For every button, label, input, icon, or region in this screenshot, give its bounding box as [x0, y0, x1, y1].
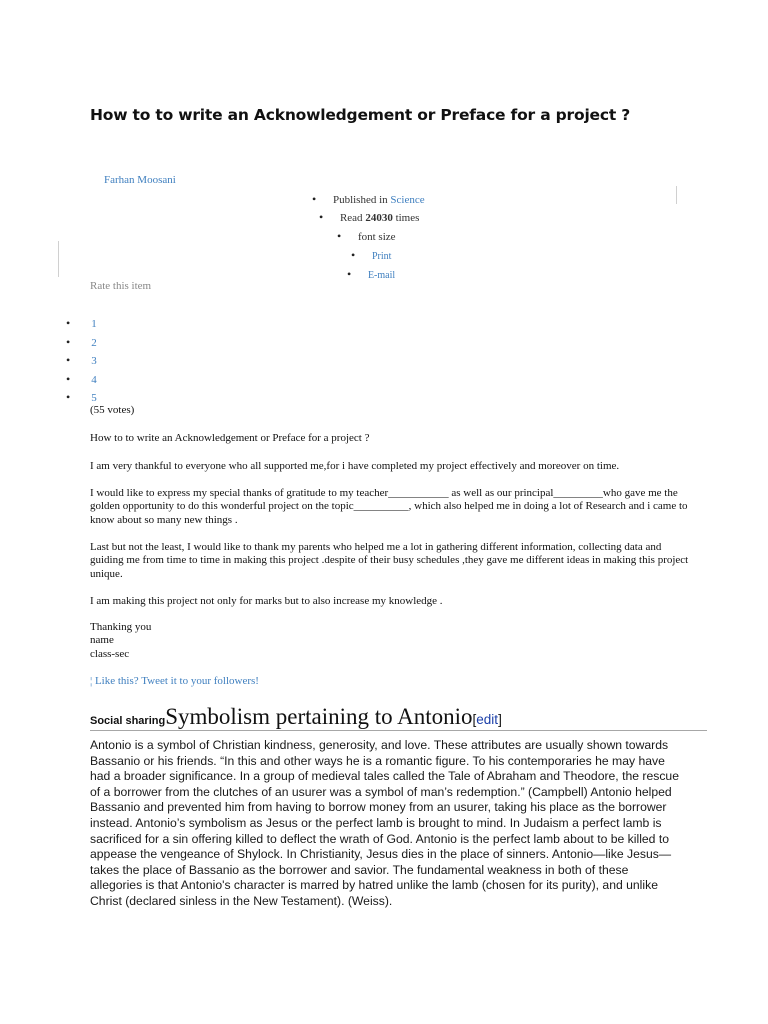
bullet-icon: • [66, 353, 71, 367]
votes-count: (55 votes) [90, 404, 135, 416]
meta-print [351, 248, 391, 263]
section-title: Symbolism pertaining to Antonio [165, 704, 473, 729]
bullet-icon: • [66, 390, 71, 404]
meta-font-size [337, 229, 396, 244]
divider-right [676, 186, 677, 204]
social-sharing-label[interactable]: Social sharing [90, 715, 166, 727]
font-size-control[interactable]: font size [357, 231, 396, 243]
author-link[interactable]: Farhan Moosani [104, 174, 176, 186]
page-title: How to to write an Acknowledgement or Preface for a project ? [90, 106, 631, 124]
tweet-share[interactable] [90, 675, 259, 687]
body-paragraph: I am very thankful to everyone who all supported me,for i have completed my project effectively and moreover on time. [90, 460, 620, 472]
body-paragraph: I would like to express my special thanks of gratitude to my teacher___________ as well as our principal_________who gave me the golden opportunity to do this wonderful project on the topic__________, which also helped me in doing a lot of Research and i came to know about so many new things . [90, 487, 688, 526]
body-paragraph: Last but not the least, I would like to thank my parents who helped me a lot in gathering different information, collecting data and guiding me from time to time in making this project .despite of their busy schedules ,they gave me different ideas in making this project unique. [90, 541, 689, 580]
rating-item-3[interactable] [66, 351, 97, 369]
rating-item-2[interactable] [66, 333, 97, 351]
bullet-icon: • [351, 248, 356, 262]
closing-line: Thanking you [90, 621, 152, 633]
edit-bracket-close: ] [498, 712, 502, 727]
edit-link[interactable]: edit [476, 712, 499, 727]
tweet-link[interactable]: Like this? Tweet it to your followers! [94, 675, 259, 687]
edit-bracket-open: [ [472, 712, 477, 727]
bullet-icon: • [312, 192, 317, 206]
rating-link[interactable]: 2 [91, 337, 97, 349]
read-suffix: times [395, 212, 420, 224]
rating-item-4[interactable] [66, 370, 97, 388]
body-paragraph: I am making this project not only for marks but to also increase my knowledge . [90, 595, 443, 607]
closing-line: name [90, 634, 114, 647]
closing-line: class-sec [90, 647, 130, 660]
divider-left [58, 241, 59, 277]
meta-read-count [319, 210, 419, 225]
section-body: Antonio is a symbol of Christian kindness, generosity, and love. These attributes are usually shown towards Bassanio or his friends. “In this and other ways he is a romantic figure. To his contemporaries he may have had a broader significance. In a group of medieval tales called the Tale of Abraham and Theodore, the rescue of a borrower from the clutches of an usurer was a symbol of man’s redemption.” (Campbell) Antonio helped Bassanio and prevented him from having to borrow money from an usurer, taking his place as the borrower instead. Antonio’s symbolism as Jesus or the perfect lamb is brought to mind. In Judaism a perfect lamb is sacrificed for a sin offering killed to deflect the wrath of God. Antonio is the perfect lamb about to be killed to appease the vengeance of Shylock. In Christianity, Jesus dies in the place of sinners. Antonio—like Jesus—takes the place of Bassanio as the borrower and savior. The fundamental weakness in both of these allegories is that Antonio's character is marred by hatred unlike the lamb (chosen for its purity), and unlike Christ (declared sinless in the New Testament). (Weiss). [90, 738, 679, 908]
bullet-icon: • [347, 267, 352, 281]
closing-block [90, 621, 151, 661]
category-link[interactable]: Science [390, 194, 425, 206]
print-link[interactable]: Print [371, 251, 392, 262]
section-heading [90, 704, 707, 731]
meta-email [347, 267, 395, 282]
email-link[interactable]: E-mail [367, 270, 396, 281]
bullet-icon: • [319, 210, 324, 224]
rating-item-1[interactable] [66, 314, 97, 332]
bullet-icon: • [66, 335, 71, 349]
rating-link[interactable]: 4 [91, 374, 97, 386]
tweet-marker-icon: ¦ [90, 675, 93, 687]
rate-label: Rate this item [90, 280, 152, 292]
rating-link[interactable]: 1 [91, 318, 97, 330]
bullet-icon: • [66, 372, 71, 386]
body-heading: How to to write an Acknowledgement or Preface for a project ? [90, 432, 370, 444]
rating-link[interactable]: 3 [91, 355, 97, 367]
bullet-icon: • [337, 229, 342, 243]
edit-control [473, 712, 502, 727]
meta-published [312, 192, 425, 207]
bullet-icon: • [66, 316, 71, 330]
rating-link[interactable]: 5 [91, 392, 97, 404]
published-label: Published in [332, 194, 388, 206]
read-prefix: Read [339, 212, 363, 224]
read-count: 24030 [365, 212, 393, 224]
